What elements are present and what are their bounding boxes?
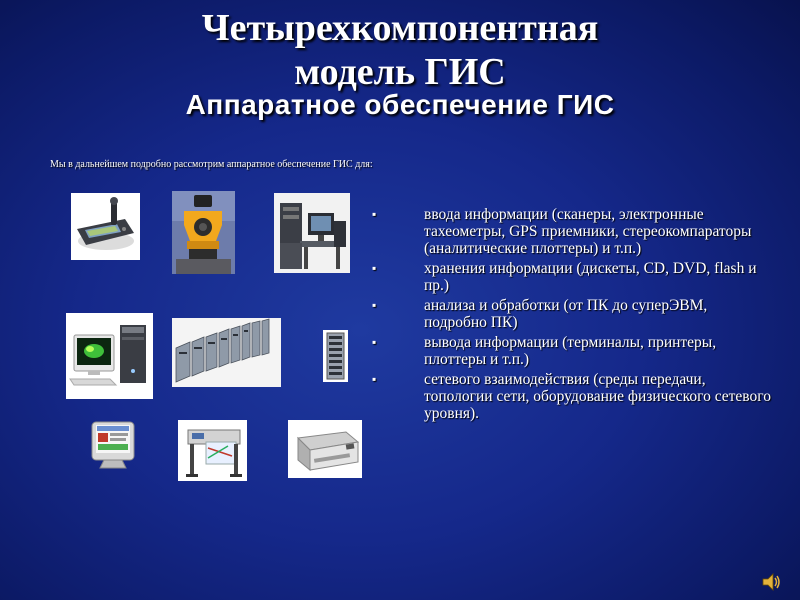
plotter-image [178, 420, 247, 481]
storage-tower-image [323, 330, 348, 382]
speaker-icon[interactable] [760, 571, 782, 593]
bullet-marker: ▪ [372, 261, 377, 275]
server-rack-image [172, 318, 281, 387]
bullet-text: хранения информации (дискеты, CD, DVD, flash и пр.) [424, 260, 757, 294]
pc-workstation-image [66, 313, 153, 399]
slide-title [0, 6, 800, 94]
bullet-item [372, 297, 772, 331]
stereocomparator-workstation-image [274, 193, 350, 273]
bullet-marker: ▪ [372, 207, 377, 221]
bullet-text: вывода информации (терминалы, принтеры, плоттеры и т.п.) [424, 334, 717, 368]
bullet-text: сетевого взаимодействия (среды передачи, топологии сети, оборудование физического сетевого уровня). [424, 371, 771, 422]
bullet-marker: ▪ [372, 335, 377, 349]
bullet-marker: ▪ [372, 372, 377, 386]
bullet-item [372, 334, 772, 368]
bullet-text: анализа и обработки (от ПК до суперЭВМ, подробно ПК) [424, 297, 708, 331]
intro-text: Мы в дальнейшем подробно рассмотрим аппаратное обеспечение ГИС для: [50, 159, 373, 170]
title-line-1: Четырехкомпонентная [201, 7, 599, 49]
bullet-marker: ▪ [372, 298, 377, 312]
gps-receiver-image [71, 193, 140, 260]
total-station-image [172, 191, 235, 274]
crt-terminal-image [90, 420, 136, 472]
title-line-2: модель ГИС [294, 51, 506, 93]
bullet-list [372, 206, 772, 425]
bullet-item [372, 260, 772, 294]
bullet-item [372, 371, 772, 422]
laser-printer-image [288, 420, 362, 478]
slide-subtitle: Аппаратное обеспечение ГИС [185, 89, 615, 120]
bullet-text: ввода информации (сканеры, электронные тахеометры, GPS приемники, стереокомпараторы (аналитические плоттеры) и т.п.) [424, 206, 752, 257]
bullet-item [372, 206, 772, 257]
